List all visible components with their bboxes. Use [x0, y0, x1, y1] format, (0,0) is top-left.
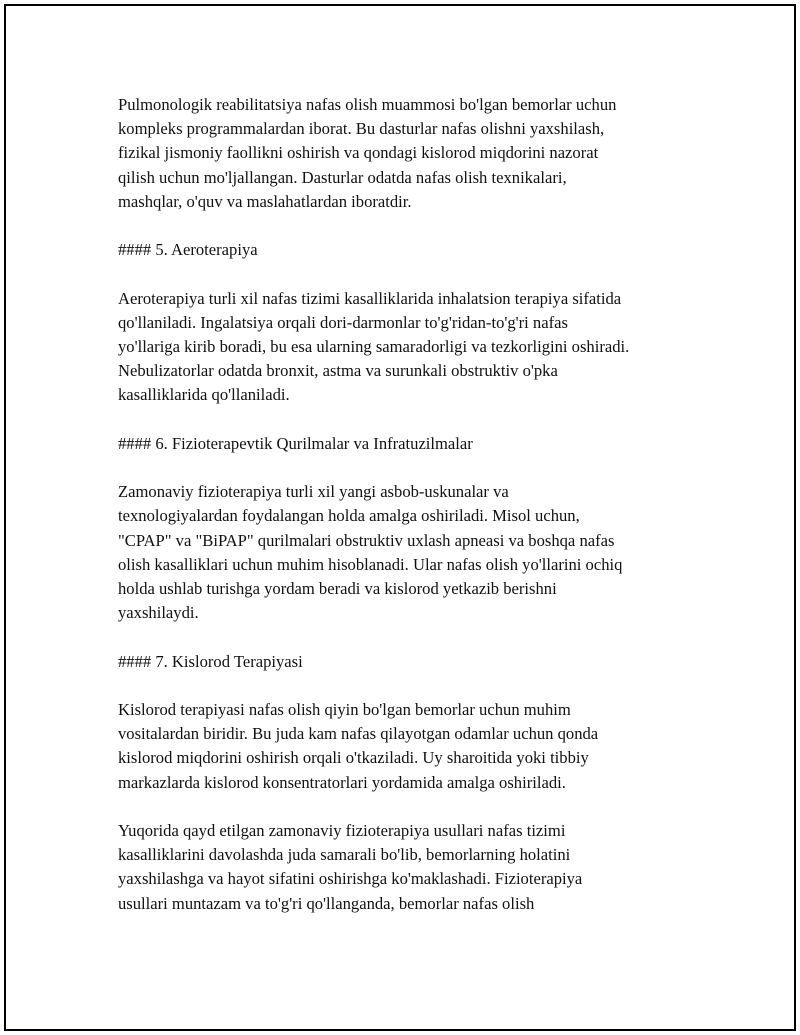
paragraph-oxygen-therapy: Kislorod terapiyasi nafas olish qiyin bo'lgan bemorlar uchun muhim vositalardan biridir. Bu juda kam nafas qilayotgan odamlar uchun qonda kislorod miqdorini oshirish orqali o'tkaziladi. Uy sharoitida yoki tibbiy markazlarda kislorod konsentratorlari yordamida amalga oshiriladi.: [118, 699, 599, 792]
paragraph-conclusion: Yuqorida qayd etilgan zamonaviy fizioterapiya usullari nafas tizimi kasalliklarini davolashda juda samarali bo'lib, bemorlarning holatini yaxshilashga va hayot sifatini oshirishga ko'maklashadi. Fizioterapiya usullari muntazam va to'g'ri qo'llanganda, bemorlar nafas olish: [118, 820, 583, 913]
heading-aerotherapy: #### 5. Aeroterapiya: [118, 240, 258, 260]
paragraph-physio-devices: Zamonaviy fizioterapiya turli xil yangi asbob-uskunalar va texnologiyalardan foydalangan holda amalga oshiriladi. Misol uchun, "CPAP" va "BiPAP" qurilmalari obstruktiv uxlash apneasi va boshqa nafas olish kasalliklari uchun muhim hisoblanadi. Ular nafas olish yo'llarini ochiq holda ushlab turishga yordam beradi va kislorod yetkazib berishni yaxshilaydi.: [118, 482, 623, 623]
paragraph-aerotherapy: Aeroterapiya turli xil nafas tizimi kasalliklarida inhalatsion terapiya sifatida qo'llaniladi. Ingalatsiya orqali dori-darmonlar to'g'ridan-to'g'ri nafas yo'llariga kirib boradi, bu esa ularning samaradorligi va tezkorligini oshiradi. Nebulizatorlar odatda bronxit, astma va surunkali obstruktiv o'pka kasalliklarida qo'llaniladi.: [118, 288, 630, 405]
heading-physio-devices: #### 6. Fizioterapevtik Qurilmalar va Infratuzilmalar: [118, 433, 473, 453]
document-body: [118, 93, 708, 940]
paragraph-pulmonary-rehab: Pulmonologik reabilitatsiya nafas olish muammosi bo'lgan bemorlar uchun kompleks programmalardan iborat. Bu dasturlar nafas olishni yaxshilash, fizikal jismoniy faollikni oshirish va qondagi kislorod miqdorini nazorat qilish uchun mo'ljallangan. Dasturlar odatda nafas olish texnikalari, mashqlar, o'quv va maslahatlardan iboratdir.: [118, 95, 617, 211]
heading-oxygen-therapy: #### 7. Kislorod Terapiyasi: [118, 651, 303, 671]
